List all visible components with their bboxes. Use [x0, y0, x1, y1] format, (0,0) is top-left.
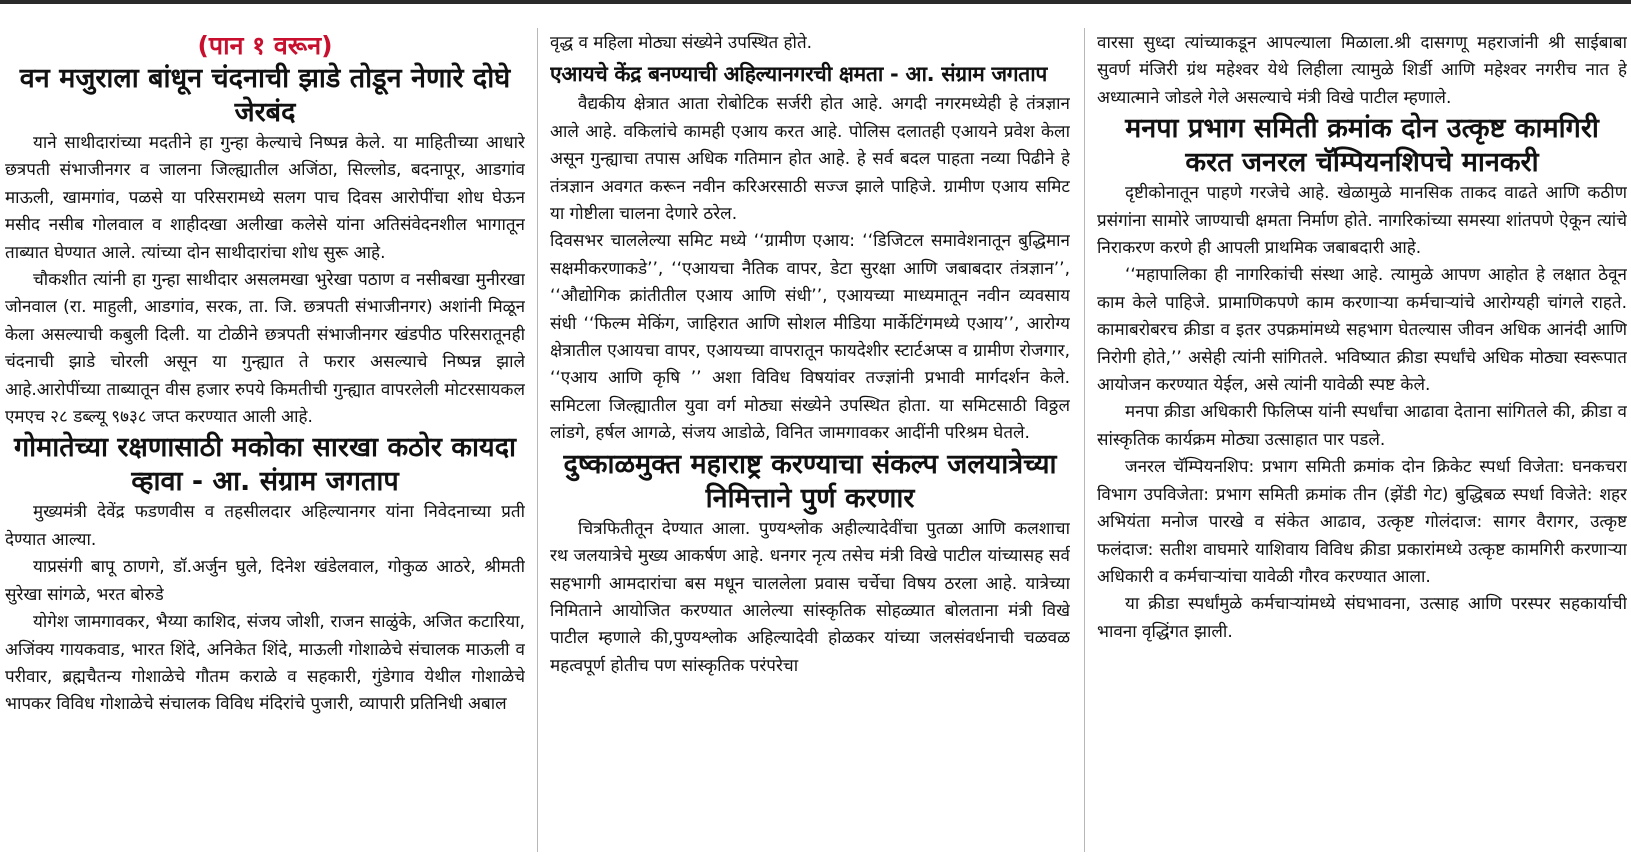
newspaper-page — [0, 8, 1631, 856]
article-paragraph: वैद्यकीय क्षेत्रात आता रोबोटिक सर्जरी होत आहे. अगदी नगरमध्येही हे तंत्रज्ञान आले आहे. वकिलांचे कामही एआय करत आहे. पोलिस दलातही एआयने प्रवेश केला असून गुन्ह्याचा तपास अधिक गतिमान होत आहे. हे सर्व बदल पाहता नव्या पिढीने हे तंत्रज्ञान अवगत करून नवीन करिअरसाठी सज्ज झाले पाहिजे. ग्रामीण एआय समिट या गोष्टीला चालना देणारे ठरेल. — [550, 94, 1070, 225]
column-divider — [537, 28, 538, 852]
headline-sandalwood-arrest: वन मजुराला बांधून चंदनाची झाडे तोडून नेणारे दोघे जेरबंद — [19, 63, 511, 128]
column-left — [5, 30, 525, 856]
column-right — [1097, 30, 1627, 856]
article-paragraph: योगेश जामगावकर, भैय्या काशिद, संजय जोशी, राजन साळुंके, अजित कटारिया, अजिंक्य गायकवाड, भारत शिंदे, अनिकेत शिंदे, माऊली गोशाळेचे संचालक माऊली व परीवार, ब्रह्मचैतन्य गोशाळेचे गौतम कराळे व सहकारी, गुंडेगाव येथील गोशाळेचे भापकर विविध गोशाळेचे संचालक विविध मंदिरांचे पुजारी, व्यापारी प्रतिनिधी अबाल — [5, 612, 525, 715]
headline-cow-protection-law: गोमातेच्या रक्षणासाठी मकोका सारखा कठोर कायदा व्हावा - आ. संग्राम जगताप — [13, 432, 517, 498]
article-paragraph: जनरल चॅम्पियनशिप: प्रभाग समिती क्रमांक दोन क्रिकेट स्पर्धा विजेता: घनकचरा विभाग उपविजेता: प्रभाग समिती क्रमांक तीन (झेंडी गेट) बुद्धिबळ स्पर्धा विजेते: शहर अभियंता मनोज पारखे व संकेत आढाव, उत्कृष्ट गोलंदाज: सागर वैरागर, उत्कृष्ट फलंदाज: सतीश वाघमारे याशिवाय विविध क्रीडा प्रकारांमध्ये उत्कृष्ट कामगिरी करणाऱ्या अधिकारी व कर्मचाऱ्यांचा यावेळी गौरव करण्यात आला. — [1097, 457, 1627, 587]
article-paragraph: मुख्यमंत्री देवेंद्र फडणवीस व तहसीलदार अहिल्यानगर यांना निवेदनाच्या प्रती देण्यात आल्या. — [5, 502, 525, 550]
article-paragraph: याप्रसंगी बापू ठाणगे, डॉ.अर्जुन घुले, दिनेश खंडेलवाल, गोकुळ आठरे, श्रीमती सुरेखा सांगळे, भरत बोरुडे — [5, 557, 525, 605]
headline-ai-hub-ahilyanagar: एआयचे केंद्र बनण्याची अहिल्यानगरची क्षमता - आ. संग्राम जगताप — [550, 62, 1048, 87]
headline-drought-free-maharashtra: दुष्काळमुक्त महाराष्ट्र करण्याचा संकल्प जलयात्रेच्या निमित्ताने पुर्ण करणार — [563, 448, 1057, 514]
article-paragraph: वृद्ध व महिला मोठ्या संख्येने उपस्थित होते. — [550, 33, 813, 53]
column-middle — [550, 30, 1070, 856]
column-divider — [1084, 28, 1085, 852]
article-paragraph: या क्रीडा स्पर्धांमुळे कर्मचाऱ्यांमध्ये संघभावना, उत्साह आणि परस्पर सहकार्याची भावना वृद्धिंगत झाली. — [1097, 594, 1627, 642]
article-paragraph: याने साथीदारांच्या मदतीने हा गुन्हा केल्याचे निष्पन्न केले. या माहितीच्या आधारे छत्रपती संभाजीनगर व जालना जिल्ह्यातील अजिंठा, सिल्लोड, बदनापूर, आडगांव माऊली, खामगांव, पळसे या परिसरामध्ये सलग पाच दिवस आरोपींचा शोध घेऊन मसीद नसीब गोलवाल व शाहीदखा अलीखा कलेसे यांना अतिसंवेदनशील भागातून ताब्यात घेण्यात आले. त्यांच्या दोन साथीदारांचा शोध सुरू आहे. — [5, 133, 525, 263]
article-paragraph: दृष्टीकोनातून पाहणे गरजेचे आहे. खेळामुळे मानसिक ताकद वाढते आणि कठीण प्रसंगांना सामोरे जाण्याची क्षमता निर्माण होते. नागरिकांच्या समस्या शांतपणे ऐकून त्यांचे निराकरण करणे ही आपली प्राथमिक जबाबदारी आहे. — [1097, 183, 1627, 259]
article-paragraph: वारसा सुध्दा त्यांच्याकडून आपल्याला मिळाला.श्री दासगणू महराजांनी श्री साईबाबा सुवर्ण मंजिरी ग्रंथ महेश्‍वर येथे लिहीला त्यामुळे शिर्डी आणि महेश्‍वर नगरीच नात हे अध्यात्माने जोडले गेले असल्याचे मंत्री विखे पाटील म्हणाले. — [1097, 33, 1627, 108]
article-paragraph: मनपा क्रीडा अधिकारी फिलिप्स यांनी स्पर्धांचा आढावा देताना सांगितले की, क्रीडा व सांस्कृतिक कार्यक्रम मोठ्या उत्साहात पार पडले. — [1097, 402, 1627, 450]
top-border — [0, 0, 1631, 4]
continued-from-page-label: (पान १ वरून) — [197, 31, 333, 60]
headline-municipal-championship: मनपा प्रभाग समिती क्रमांक दोन उत्कृष्ट कामगिरी करत जनरल चॅम्पियनशिपचे मानकरी — [1125, 113, 1599, 179]
article-paragraph: चौकशीत त्यांनी हा गुन्हा साथीदार असलमखा भुरेखा पठाण व नसीबखा मुनीरखा जोनवाल (रा. माहुली, आडगांव, सरक, ता. जि. छत्रपती संभाजीनगर) अशांनी मिळून केला असल्याची कबुली दिली. या टोळीने छत्रपती संभाजीनगर खंडपीठ परिसरातूनही चंदनाची झाडे चोरली असून या गुन्ह्यात ते फरार असल्याचे निष्पन्न झाले आहे.आरोपींच्या ताब्यातून वीस हजार रुपये किमतीची गुन्ह्यात वापरलेली मोटरसायकल एमएच २८ डब्ल्यू ९७३८ जप्त करण्यात आली आहे. — [5, 270, 525, 428]
article-paragraph: दिवसभर चाललेल्या समिट मध्ये ‘‘ग्रामीण एआय: ‘‘डिजिटल समावेशनातून बुद्धिमान सक्षमीकरणाकडे’’, ‘‘एआयचा नैतिक वापर, डेटा सुरक्षा आणि जबाबदार तंत्रज्ञान’’, ‘‘औद्योगिक क्रांतीतील एआय आणि संधी’’, एआयच्या माध्यमातून नवीन व्यवसाय संधी ‘‘फिल्म मेकिंग, जाहिरात आणि सोशल मीडिया मार्केटिंगमध्ये एआय’’, आरोग्य क्षेत्रातील एआयचा वापर, एआयच्या वापरातून फायदेशीर स्टार्टअप्स व ग्रामीण रोजगार, ‘‘एआय आणि कृषि ’’ अशा विविध विषयांवर तज्ज्ञांनी प्रभावी मार्गदर्शन केले. समिटला जिल्ह्यातील युवा वर्ग मोठ्या संख्येने उपस्थित होता. या समिटसाठी विठ्ठल लांडगे, हर्षल आगळे, संजय आडोळे, विनित जामगावकर आदींनी परिश्रम घेतले. — [550, 231, 1070, 444]
article-paragraph: चित्रफितीतून देण्यात आला. पुण्यश्लोक अहील्यादेवींचा पुतळा आणि कलशाचा रथ जलयात्रेचे मुख्य आकर्षण आहे. धनगर नृत्य तसेच मंत्री विखे पाटील यांच्यासह सर्व सहभागी आमदारांचा बस मधून चाललेला प्रवास चर्चेचा विषय ठरला आहे. यात्रेच्या निमिताने आयोजित करण्यात आलेल्या सांस्कृतिक सोहळ्यात बोलताना मंत्री विखे पाटील म्हणाले की,पुण्यश्लोक अहिल्यादेवी होळकर यांच्या जलसंवर्धनाची चळवळ महत्वपूर्ण होतीच पण सांस्कृतिक परंपरेचा — [550, 518, 1070, 676]
article-paragraph: ‘‘महापालिका ही नागरिकांची संस्था आहे. त्यामुळे आपण आहोत हे लक्षात ठेवून काम केले पाहिजे. प्रामाणिकपणे काम करणाऱ्या कर्मचाऱ्यांचे आरोग्यही चांगले राहते. कामाबरोबरच क्रीडा व इतर उपक्रमांमध्ये सहभाग घेतल्यास जीवन अधिक आनंदी आणि निरोगी होते,’’ असेही त्यांनी सांगितले. भविष्यात क्रीडा स्पर्धांचे अधिक मोठ्या स्वरूपात आयोजन करण्यात येईल, असे त्यांनी यावेळी स्पष्ट केले. — [1097, 265, 1627, 396]
